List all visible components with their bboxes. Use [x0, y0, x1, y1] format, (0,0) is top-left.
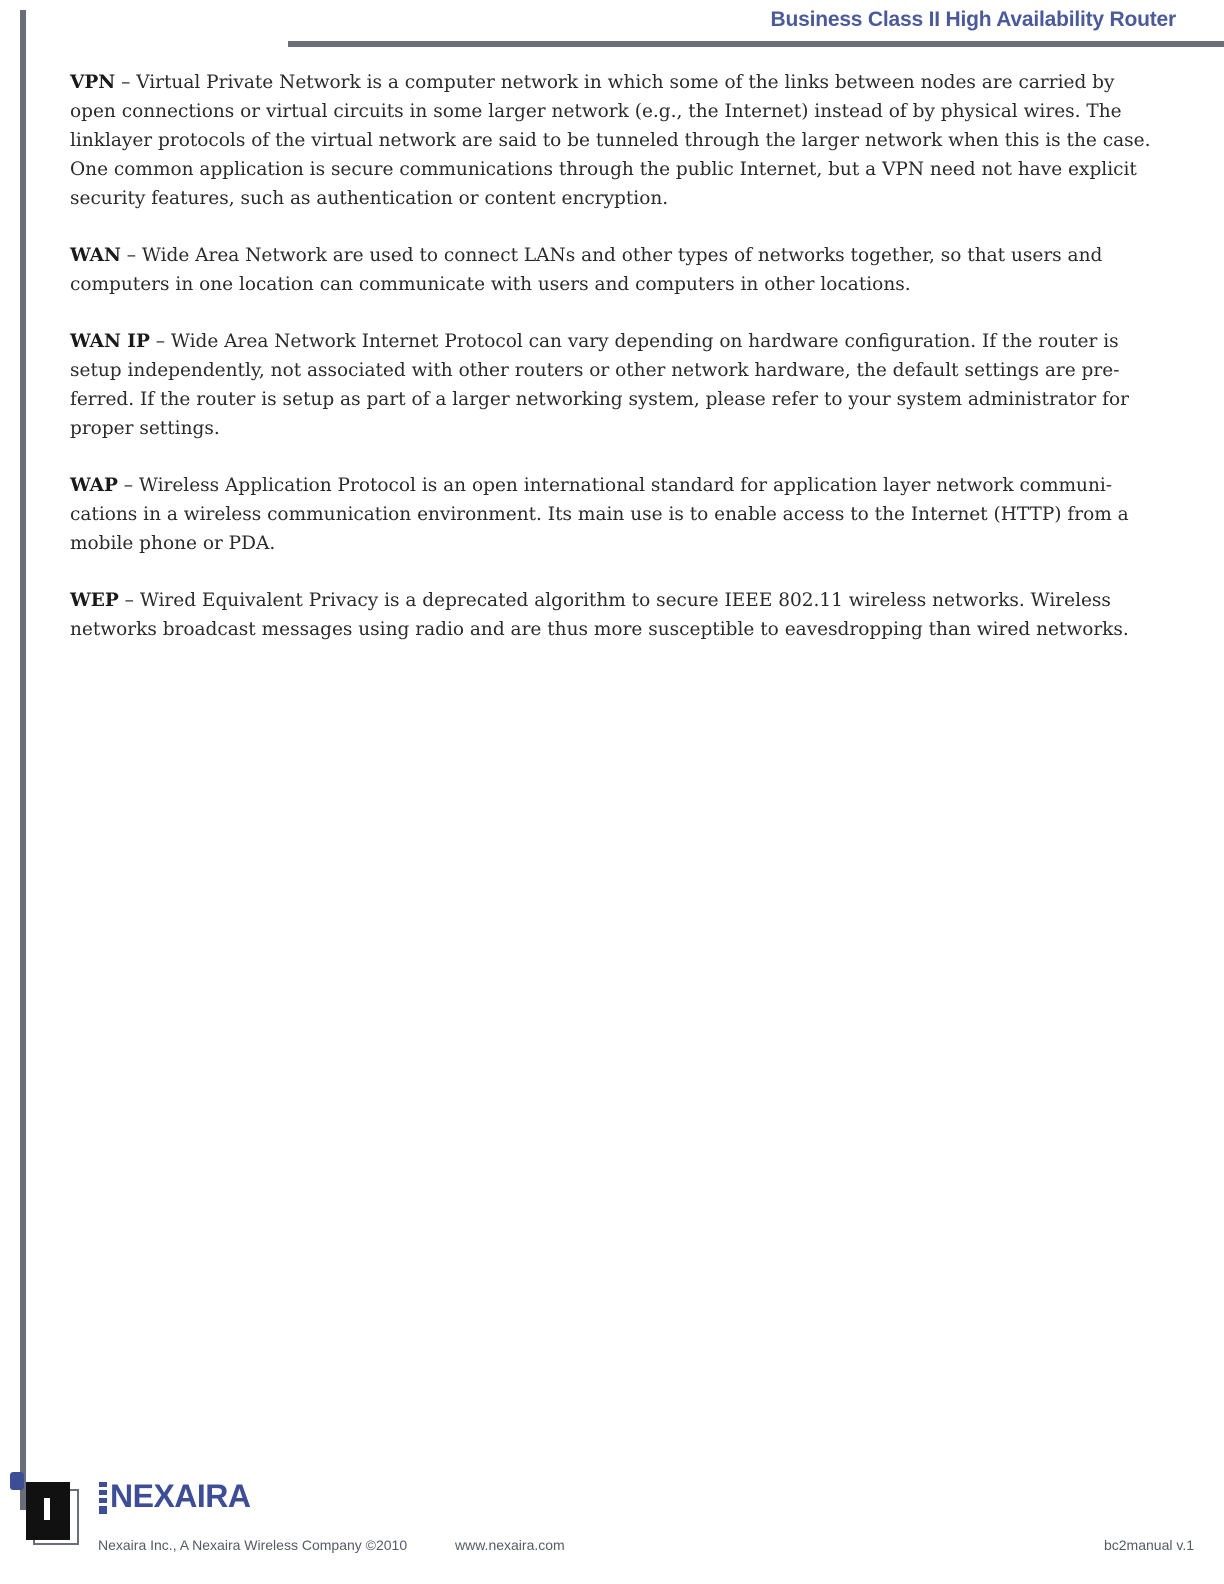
term-separator: –: [118, 590, 140, 611]
term-separator: –: [149, 331, 171, 352]
glossary-term: WAN: [70, 245, 121, 266]
term-separator: –: [117, 475, 139, 496]
glossary-definition: Wired Equivalent Privacy is a deprecated algorithm to secure IEEE 802.11 wireless networks. Wireless networks broadcast messages using radio and are thus more susceptible to eavesdropping than wired networks.: [70, 590, 1129, 640]
glossary-content: [70, 68, 1154, 672]
glossary-definition: Wide Area Network are used to connect LANs and other types of networks together, so that users and computers in one location can communicate with users and computers in other locations.: [70, 245, 1103, 295]
header-rule: [288, 41, 1224, 47]
glossary-entry-wan: [70, 241, 1154, 299]
term-separator: –: [115, 72, 137, 93]
page-corner-icon: [8, 1470, 88, 1552]
glossary-entry-vpn: [70, 68, 1154, 213]
term-separator: –: [120, 245, 142, 266]
glossary-term: WAP: [70, 475, 118, 496]
glossary-definition: Wide Area Network Internet Protocol can vary depending on hardware configuration. If the router is setup independently, not associated with other routers or other network hardware, the default settings are pre-ferred. If the router is setup as part of a larger networking system, please refer to your system administrator for proper settings.: [70, 331, 1129, 439]
glossary-definition: Virtual Private Network is a computer network in which some of the links between nodes are carried by open connections or virtual circuits in some larger network (e.g., the Internet) instead of by physical wires. The linklayer protocols of the virtual network are said to be tunneled through the larger network when this is the case. One common application is secure communications through the public Internet, but a VPN need not have explicit security features, such as authentication or content encryption.: [70, 72, 1151, 209]
glossary-entry-wep: [70, 586, 1154, 644]
footer-manual-version: bc2manual v.1: [1103, 1537, 1194, 1553]
glossary-term: WEP: [70, 590, 119, 611]
glossary-entry-wap: [70, 471, 1154, 558]
nexaira-logo: [98, 1478, 251, 1515]
left-margin-bar: [20, 10, 26, 1510]
glossary-entry-wan-ip: [70, 327, 1154, 443]
glossary-term: VPN: [70, 72, 116, 93]
glossary-definition: Wireless Application Protocol is an open international standard for application layer network communi-cations in a wireless communication environment. Its main use is to enable access to the Internet (HTTP) from a mobile phone or PDA.: [70, 475, 1129, 554]
page-header-title: Business Class II High Availability Router: [770, 8, 1176, 31]
footer-url: www.nexaira.com: [455, 1537, 565, 1553]
footer-company: Nexaira Inc., A Nexaira Wireless Company ©2010: [98, 1537, 408, 1553]
glossary-term: WAN IP: [70, 331, 150, 352]
nexaira-logo-text: NEXAIRA: [110, 1478, 251, 1514]
